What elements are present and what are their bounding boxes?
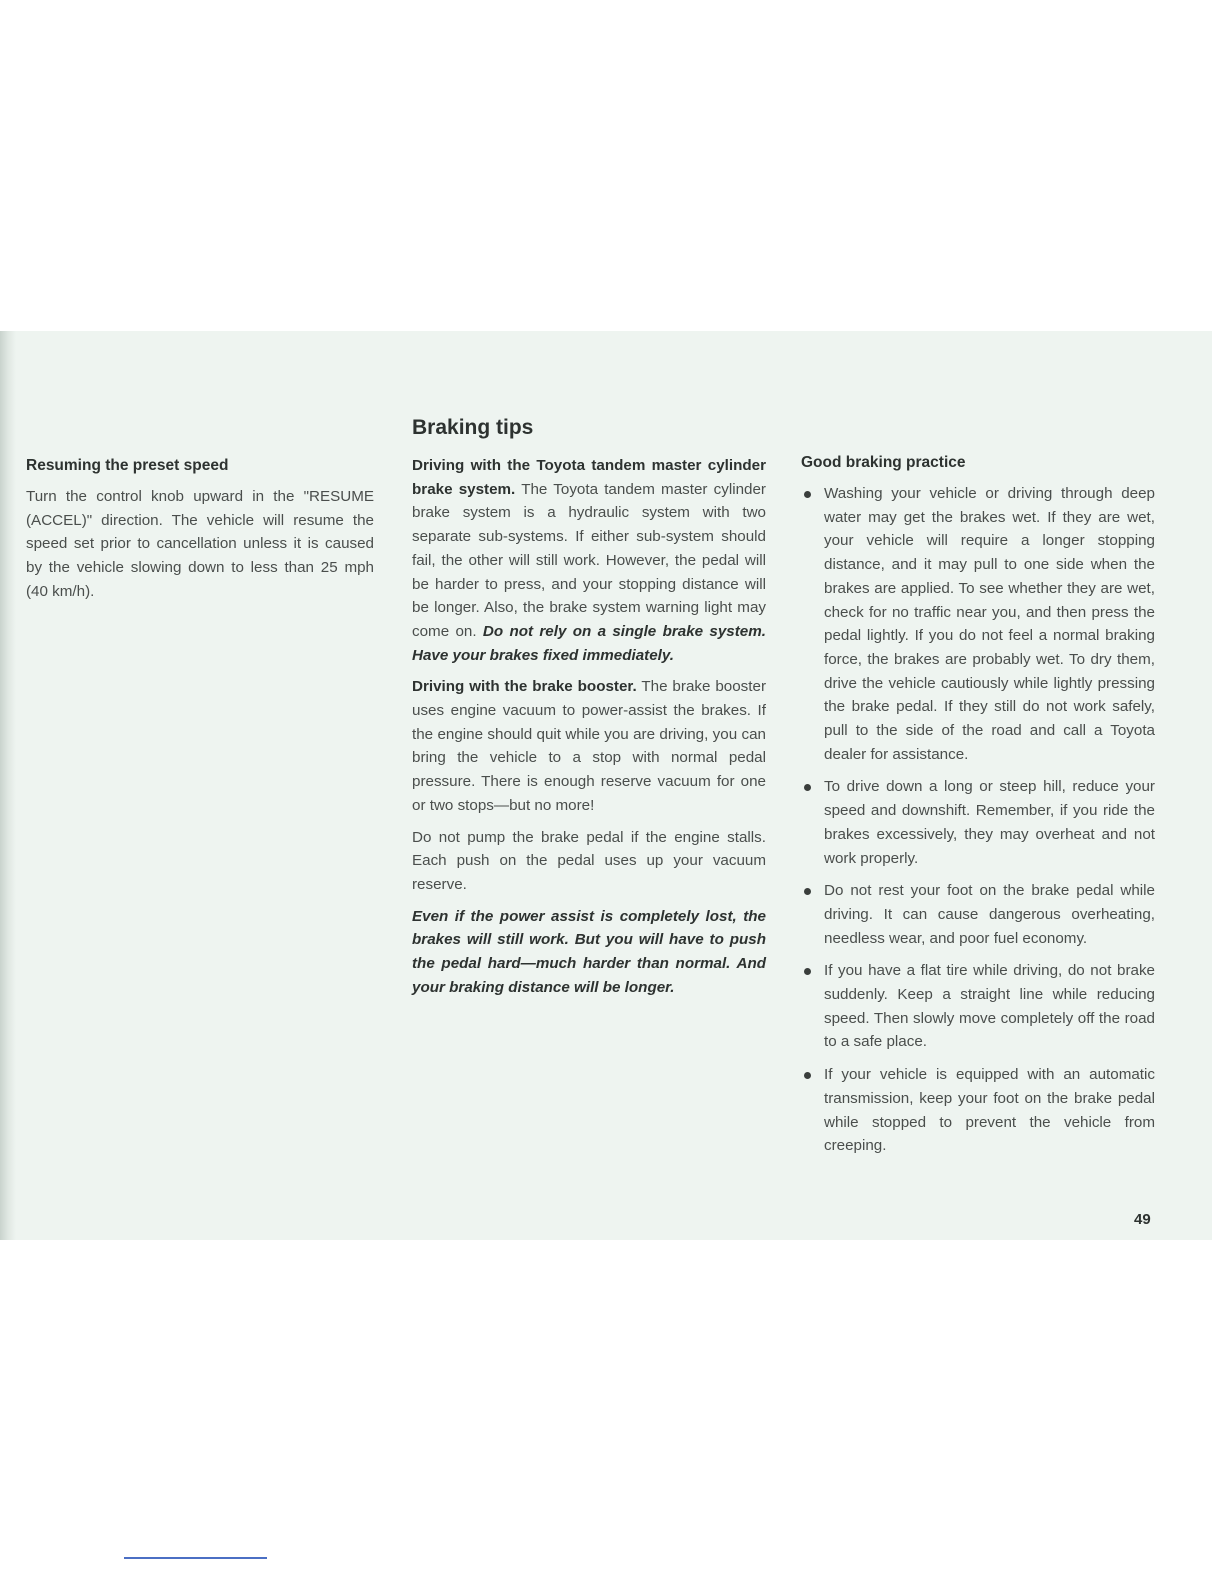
scanned-manual-page [0,331,1212,1240]
bullet-icon [804,968,811,975]
tandem-brake-text: The Toyota tandem master cylinder brake system is a hydraulic system with two separate sub-systems. If either sub-system should fail, the other will still work. However, the pedal will be harder to press, and your stopping distance will be longer. Also, the brake system warning light may come on. [412,480,766,640]
link-underline [124,1557,267,1559]
right-column [801,452,1155,1167]
list-item-text: If your vehicle is equipped with an automatic transmission, keep your foot on the brake pedal while stopped to prevent the vehicle from creeping. [824,1066,1155,1155]
good-braking-heading: Good braking practice [801,454,966,471]
list-item [801,1063,1155,1158]
resuming-heading: Resuming the preset speed [26,457,229,474]
brake-booster-lead: Driving with the brake booster. [412,678,637,696]
list-item [801,879,1155,950]
list-item-text: If you have a flat tire while driving, do not brake suddenly. Keep a straight line while reducing speed. Then slowly move completely off the road to a safe place. [824,962,1155,1051]
brake-booster-text: The brake booster uses engine vacuum to power-assist the brakes. If the engine should quit while you are driving, you can bring the vehicle to a stop with normal pedal pressure. There is enough reserve vacuum for one or two stops—but no more! [412,678,766,814]
list-item [801,959,1155,1054]
list-item-text: Washing your vehicle or driving through deep water may get the brakes wet. If they are wet, your vehicle will require a longer stopping distance, and it may pull to one side when the brakes are applied. To see whether they are wet, check for no traffic near you, and then press the pedal lightly. If you do not feel a normal braking force, the brakes are probably wet. To dry them, drive the vehicle cautiously while lightly pressing the brake pedal. If they still do not work safely, pull to the side of the road and call a Toyota dealer for assistance. [824,485,1155,763]
tandem-brake-warning: Do not rely on a single brake system. Have your brakes fixed immediately. [412,622,766,664]
page-number: 49 [1134,1211,1151,1228]
tandem-brake-paragraph [412,454,766,667]
middle-column [412,415,766,1007]
brake-booster-paragraph [412,675,766,817]
page-binding-edge [0,331,16,1240]
power-assist-warning: Even if the power assist is completely lost, the brakes will still work. But you will have to push the pedal hard—much harder than normal. And your braking distance will be longer. [412,907,766,996]
list-item [801,775,1155,870]
bullet-icon [804,491,811,498]
tandem-brake-lead: Driving with the Toyota tandem master cylinder brake system. [412,457,766,498]
list-item-text: To drive down a long or steep hill, reduce your speed and downshift. Remember, if you ride the brakes excessively, they may overheat and not work properly. [824,778,1155,867]
braking-practice-list [801,482,1155,1158]
resuming-text: Turn the control knob upward in the "RESUME (ACCEL)" direction. The vehicle will resume the speed set prior to cancellation unless it is caused by the vehicle slowing down to less than 25 mph (40 km/h). [26,488,374,600]
pump-pedal-paragraph: Do not pump the brake pedal if the engine stalls. Each push on the pedal uses up your vacuum reserve. [412,828,766,893]
bullet-icon [804,888,811,895]
bullet-icon [804,784,811,791]
list-item [801,482,1155,766]
bullet-icon [804,1072,811,1079]
list-item-text: Do not rest your foot on the brake pedal while driving. It can cause dangerous overheating, needless wear, and poor fuel economy. [824,882,1155,947]
braking-tips-title: Braking tips [412,416,534,439]
left-column [26,455,374,612]
